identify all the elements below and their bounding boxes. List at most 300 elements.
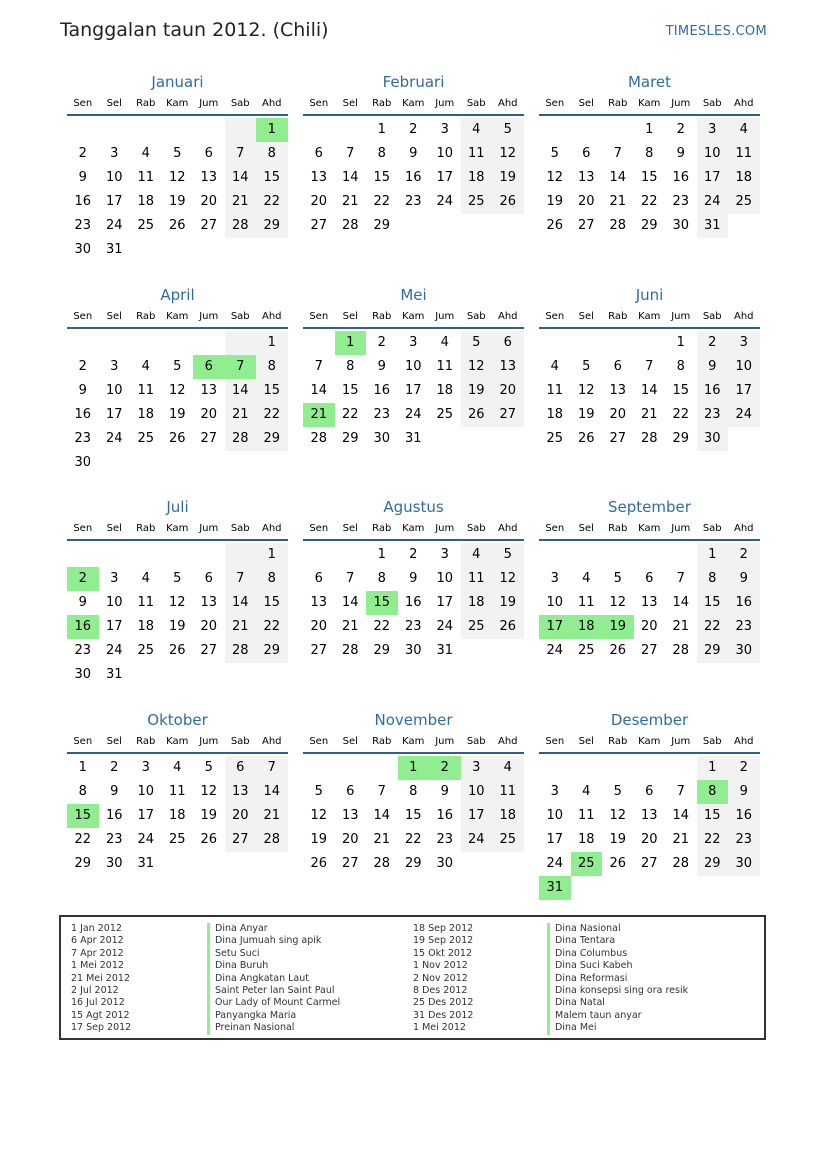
- day-cell: 18: [577, 832, 595, 847]
- day-cell: 12: [200, 784, 218, 799]
- legend-date: 1 Mei 2012: [71, 960, 124, 972]
- day-cell: 9: [697, 355, 729, 379]
- empty-cell: [193, 852, 225, 876]
- day-cell: 7: [314, 359, 323, 374]
- empty-cell: [99, 118, 131, 142]
- day-cell: 19: [461, 379, 493, 403]
- weekday-label: Ahd: [497, 736, 518, 747]
- day-cell: 28: [310, 431, 328, 446]
- weekday-label: Sel: [106, 98, 122, 109]
- day-cell: 1: [377, 122, 386, 137]
- empty-cell: [67, 331, 99, 355]
- day-cell: 24: [461, 828, 493, 852]
- day-cell: 27: [492, 403, 524, 427]
- day-cell: 20: [577, 194, 595, 209]
- day-cell: 5: [173, 571, 182, 586]
- day-cell: 21: [672, 832, 690, 847]
- empty-cell: [130, 238, 162, 262]
- weekday-label: Jum: [199, 311, 219, 322]
- day-cell: 1: [697, 543, 729, 567]
- day-cell: 4: [492, 756, 524, 780]
- legend-date: 2 Jul 2012: [71, 984, 119, 996]
- legend-holiday-name: Dina Nasional: [547, 923, 688, 935]
- day-cell: 9: [110, 784, 119, 799]
- month-desember: [539, 710, 760, 900]
- day-cell: 1: [256, 543, 288, 567]
- day-cell: 8: [256, 567, 288, 591]
- day-cell: 15: [373, 170, 391, 185]
- day-cell: 9: [676, 146, 685, 161]
- day-cell: 12: [492, 567, 524, 591]
- day-grid: [303, 118, 524, 238]
- site-link[interactable]: TIMESLES.COM: [665, 24, 767, 39]
- day-cell: 12: [609, 595, 627, 610]
- day-cell: 1: [256, 118, 288, 142]
- empty-cell: [634, 331, 666, 355]
- day-cell: 4: [461, 118, 493, 142]
- weekday-label: Kam: [402, 523, 425, 534]
- empty-cell: [303, 756, 335, 780]
- month-name: Oktober: [147, 711, 208, 729]
- legend-date: 6 Apr 2012: [71, 935, 124, 947]
- day-cell: 24: [436, 194, 454, 209]
- day-cell: 8: [697, 567, 729, 591]
- day-cell: 17: [137, 808, 155, 823]
- day-cell: 30: [373, 431, 391, 446]
- day-cell: 18: [137, 619, 155, 634]
- day-cell: 10: [546, 808, 564, 823]
- month-mei: [303, 285, 524, 451]
- day-cell: 9: [728, 567, 760, 591]
- day-cell: 15: [404, 808, 422, 823]
- day-grid: [539, 756, 760, 900]
- day-cell: 13: [577, 170, 595, 185]
- day-cell: 7: [645, 359, 654, 374]
- empty-cell: [193, 663, 225, 687]
- weekday-header: [67, 307, 288, 329]
- day-cell: 26: [609, 643, 627, 658]
- empty-cell: [162, 331, 194, 355]
- empty-cell: [225, 451, 257, 475]
- weekday-label: Sel: [106, 736, 122, 747]
- day-cell: 10: [105, 383, 123, 398]
- empty-cell: [130, 663, 162, 687]
- empty-cell: [99, 451, 131, 475]
- day-cell: 26: [609, 856, 627, 871]
- legend-date: 15 Okt 2012: [413, 947, 473, 959]
- month-april: [67, 285, 288, 475]
- day-cell: 31: [105, 667, 123, 682]
- empty-cell: [429, 427, 461, 451]
- weekday-header: [67, 94, 288, 116]
- day-cell: 27: [200, 643, 218, 658]
- empty-cell: [225, 238, 257, 262]
- empty-cell: [571, 876, 603, 900]
- legend-holiday-name: Dina Columbus: [547, 948, 688, 960]
- legend-date: 17 Sep 2012: [71, 1022, 132, 1034]
- day-cell: 17: [436, 595, 454, 610]
- day-cell: 3: [440, 122, 449, 137]
- weekday-label: Jum: [671, 311, 691, 322]
- month-name: April: [160, 286, 195, 304]
- day-cell: 6: [204, 571, 213, 586]
- day-cell: 24: [546, 856, 564, 871]
- legend-date: 2 Nov 2012: [413, 972, 468, 984]
- day-cell: 14: [341, 595, 359, 610]
- day-cell: 17: [461, 804, 493, 828]
- day-cell: 12: [577, 383, 595, 398]
- day-cell: 20: [609, 407, 627, 422]
- day-cell: 15: [697, 804, 729, 828]
- day-cell: 4: [461, 543, 493, 567]
- legend-date: 8 Des 2012: [413, 984, 468, 996]
- empty-cell: [225, 663, 257, 687]
- day-cell: 2: [697, 331, 729, 355]
- day-cell: 8: [409, 784, 418, 799]
- day-cell: 3: [110, 571, 119, 586]
- empty-cell: [571, 118, 603, 142]
- day-cell: 14: [225, 591, 257, 615]
- day-cell: 7: [256, 756, 288, 780]
- day-cell: 16: [728, 804, 760, 828]
- day-cell: 11: [492, 780, 524, 804]
- weekday-label: Rab: [372, 736, 392, 747]
- empty-cell: [193, 238, 225, 262]
- day-cell: 25: [492, 828, 524, 852]
- day-cell: 13: [200, 595, 218, 610]
- day-cell: 6: [492, 331, 524, 355]
- empty-cell: [634, 543, 666, 567]
- day-cell: 8: [78, 784, 87, 799]
- empty-cell: [256, 852, 288, 876]
- day-cell: 4: [141, 359, 150, 374]
- day-cell: 9: [409, 146, 418, 161]
- empty-cell: [303, 331, 335, 355]
- empty-cell: [571, 756, 603, 780]
- empty-cell: [539, 331, 571, 355]
- day-cell: 6: [645, 571, 654, 586]
- weekday-header: [67, 732, 288, 754]
- weekday-label: Jum: [199, 98, 219, 109]
- day-cell: 6: [314, 571, 323, 586]
- weekday-label: Sab: [702, 98, 722, 109]
- day-cell: 10: [436, 146, 454, 161]
- weekday-label: Kam: [638, 523, 661, 534]
- empty-cell: [665, 876, 697, 900]
- day-cell: 11: [461, 567, 493, 591]
- weekday-label: Sel: [342, 736, 358, 747]
- day-cell: 1: [78, 760, 87, 775]
- day-cell: 13: [640, 808, 658, 823]
- day-cell: 23: [74, 218, 92, 233]
- day-cell: 5: [550, 146, 559, 161]
- legend-holiday-name: Dina Jumuah sing apik: [207, 935, 340, 947]
- day-cell: 5: [492, 118, 524, 142]
- day-cell: 10: [728, 355, 760, 379]
- day-cell: 24: [137, 832, 155, 847]
- weekday-label: Rab: [608, 523, 628, 534]
- day-cell: 17: [105, 194, 123, 209]
- day-cell: 13: [609, 383, 627, 398]
- day-cell: 1: [377, 547, 386, 562]
- legend-names-column: [547, 923, 688, 1035]
- empty-cell: [492, 639, 524, 663]
- day-cell: 2: [409, 122, 418, 137]
- day-cell: 28: [256, 828, 288, 852]
- day-cell: 30: [697, 427, 729, 451]
- day-grid: [303, 331, 524, 451]
- empty-cell: [67, 118, 99, 142]
- day-cell: 14: [373, 808, 391, 823]
- day-cell: 29: [640, 218, 658, 233]
- day-cell: 24: [105, 643, 123, 658]
- weekday-label: Kam: [402, 736, 425, 747]
- day-cell: 17: [105, 619, 123, 634]
- day-cell: 6: [204, 146, 213, 161]
- day-cell: 21: [303, 403, 335, 427]
- day-cell: 15: [256, 591, 288, 615]
- day-cell: 1: [256, 331, 288, 355]
- empty-cell: [571, 543, 603, 567]
- day-cell: 22: [256, 615, 288, 639]
- legend-date: 18 Sep 2012: [413, 923, 474, 934]
- day-cell: 6: [346, 784, 355, 799]
- day-cell: 23: [728, 828, 760, 852]
- day-cell: 4: [141, 146, 150, 161]
- weekday-label: Sab: [230, 311, 250, 322]
- weekday-label: Jum: [199, 736, 219, 747]
- day-cell: 16: [436, 808, 454, 823]
- day-cell: 21: [672, 619, 690, 634]
- month-name: Januari: [151, 73, 204, 91]
- day-cell: 13: [310, 595, 328, 610]
- day-cell: 23: [74, 643, 92, 658]
- day-cell: 6: [645, 784, 654, 799]
- day-cell: 12: [461, 355, 493, 379]
- day-cell: 25: [461, 615, 493, 639]
- day-cell: 1: [645, 122, 654, 137]
- day-cell: 2: [110, 760, 119, 775]
- empty-cell: [728, 876, 760, 900]
- empty-cell: [99, 331, 131, 355]
- day-cell: 30: [74, 242, 92, 257]
- empty-cell: [461, 427, 493, 451]
- day-cell: 27: [640, 856, 658, 871]
- legend-holiday-name: Dina Natal: [547, 997, 688, 1009]
- month-name: September: [608, 498, 691, 516]
- empty-cell: [728, 427, 760, 451]
- weekday-label: Ahd: [261, 736, 282, 747]
- day-cell: 20: [200, 619, 218, 634]
- weekday-label: Sen: [309, 311, 329, 322]
- weekday-label: Sab: [230, 98, 250, 109]
- day-cell: 11: [546, 383, 564, 398]
- weekday-label: Rab: [136, 736, 156, 747]
- day-cell: 10: [546, 595, 564, 610]
- day-cell: 4: [141, 571, 150, 586]
- day-cell: 11: [137, 383, 155, 398]
- legend-names-column: [207, 923, 340, 1035]
- empty-cell: [461, 852, 493, 876]
- day-cell: 11: [461, 142, 493, 166]
- day-cell: 13: [640, 595, 658, 610]
- empty-cell: [162, 852, 194, 876]
- day-cell: 16: [74, 194, 92, 209]
- day-cell: 24: [697, 190, 729, 214]
- day-cell: 12: [609, 808, 627, 823]
- day-cell: 23: [728, 615, 760, 639]
- day-cell: 5: [314, 784, 323, 799]
- empty-cell: [162, 543, 194, 567]
- legend-holiday-name: Dina konsepsi sing ora resik: [547, 985, 688, 997]
- day-cell: 14: [225, 379, 257, 403]
- day-cell: 28: [672, 643, 690, 658]
- weekday-label: Rab: [136, 523, 156, 534]
- month-juni: [539, 285, 760, 451]
- day-cell: 8: [346, 359, 355, 374]
- empty-cell: [162, 118, 194, 142]
- day-cell: 5: [461, 331, 493, 355]
- empty-cell: [256, 238, 288, 262]
- day-cell: 12: [168, 170, 186, 185]
- day-cell: 9: [78, 595, 87, 610]
- day-cell: 22: [256, 403, 288, 427]
- day-cell: 20: [200, 407, 218, 422]
- day-cell: 13: [200, 383, 218, 398]
- empty-cell: [99, 543, 131, 567]
- legend-date: 1 Nov 2012: [413, 960, 468, 972]
- day-cell: 29: [697, 639, 729, 663]
- empty-cell: [256, 451, 288, 475]
- day-cell: 7: [346, 146, 355, 161]
- day-cell: 17: [728, 379, 760, 403]
- day-cell: 27: [225, 828, 257, 852]
- legend-holiday-name: Dina Angkatan Laut: [207, 973, 340, 985]
- weekday-label: Jum: [435, 98, 455, 109]
- empty-cell: [634, 876, 666, 900]
- day-cell: 23: [436, 832, 454, 847]
- weekday-label: Sen: [309, 523, 329, 534]
- day-cell: 30: [74, 667, 92, 682]
- empty-cell: [335, 543, 367, 567]
- day-cell: 27: [310, 643, 328, 658]
- day-cell: 18: [571, 615, 603, 639]
- weekday-header: [539, 732, 760, 754]
- weekday-label: Ahd: [261, 311, 282, 322]
- day-cell: 8: [676, 359, 685, 374]
- month-name: Agustus: [383, 498, 444, 516]
- weekday-label: Rab: [372, 311, 392, 322]
- day-cell: 16: [105, 808, 123, 823]
- day-cell: 19: [492, 166, 524, 190]
- day-cell: 10: [105, 595, 123, 610]
- day-cell: 2: [728, 756, 760, 780]
- legend-dates-column: [71, 923, 131, 1035]
- day-cell: 28: [225, 214, 257, 238]
- day-cell: 21: [225, 190, 257, 214]
- day-cell: 28: [225, 639, 257, 663]
- day-cell: 21: [341, 619, 359, 634]
- day-cell: 25: [137, 431, 155, 446]
- day-cell: 20: [310, 194, 328, 209]
- day-cell: 19: [546, 194, 564, 209]
- day-cell: 7: [225, 355, 257, 379]
- weekday-label: Rab: [136, 311, 156, 322]
- weekday-label: Sel: [342, 98, 358, 109]
- weekday-label: Sen: [545, 98, 565, 109]
- empty-cell: [335, 756, 367, 780]
- day-grid: [67, 756, 288, 876]
- month-name: Juli: [166, 498, 189, 516]
- day-cell: 21: [225, 403, 257, 427]
- day-cell: 31: [436, 643, 454, 658]
- weekday-label: Kam: [166, 98, 189, 109]
- month-name: Desember: [610, 711, 689, 729]
- day-cell: 27: [200, 218, 218, 233]
- day-cell: 21: [609, 194, 627, 209]
- day-cell: 24: [728, 403, 760, 427]
- day-cell: 13: [310, 170, 328, 185]
- day-cell: 15: [640, 170, 658, 185]
- legend-holiday-name: Saint Peter lan Saint Paul: [207, 985, 340, 997]
- day-cell: 9: [409, 571, 418, 586]
- day-cell: 30: [728, 852, 760, 876]
- weekday-header: [67, 519, 288, 541]
- weekday-label: Ahd: [733, 736, 754, 747]
- day-cell: 19: [168, 194, 186, 209]
- day-cell: 9: [78, 170, 87, 185]
- legend-date: 21 Mei 2012: [71, 972, 130, 984]
- day-cell: 17: [546, 832, 564, 847]
- empty-cell: [602, 543, 634, 567]
- weekday-label: Sen: [545, 523, 565, 534]
- day-cell: 12: [492, 142, 524, 166]
- day-cell: 3: [550, 784, 559, 799]
- empty-cell: [193, 331, 225, 355]
- weekday-label: Sen: [73, 98, 93, 109]
- day-cell: 26: [168, 643, 186, 658]
- day-cell: 15: [67, 804, 99, 828]
- day-cell: 13: [200, 170, 218, 185]
- day-grid: [539, 331, 760, 451]
- weekday-label: Rab: [136, 98, 156, 109]
- day-cell: 5: [173, 146, 182, 161]
- legend-date: 1 Jan 2012: [71, 923, 122, 934]
- month-name: Februari: [382, 73, 445, 91]
- day-cell: 6: [314, 146, 323, 161]
- day-cell: 29: [697, 852, 729, 876]
- day-cell: 1: [335, 331, 367, 355]
- empty-cell: [461, 214, 493, 238]
- legend-holiday-name: Malem taun anyar: [547, 1010, 688, 1022]
- day-cell: 23: [105, 832, 123, 847]
- day-cell: 21: [640, 407, 658, 422]
- empty-cell: [225, 331, 257, 355]
- day-cell: 16: [697, 379, 729, 403]
- weekday-label: Sab: [702, 523, 722, 534]
- weekday-label: Sab: [230, 523, 250, 534]
- day-cell: 6: [193, 355, 225, 379]
- empty-cell: [398, 214, 430, 238]
- day-cell: 24: [436, 619, 454, 634]
- weekday-label: Sen: [545, 311, 565, 322]
- day-cell: 25: [137, 218, 155, 233]
- day-cell: 7: [676, 571, 685, 586]
- empty-cell: [335, 118, 367, 142]
- day-cell: 28: [225, 427, 257, 451]
- day-cell: 29: [256, 214, 288, 238]
- weekday-header: [539, 94, 760, 116]
